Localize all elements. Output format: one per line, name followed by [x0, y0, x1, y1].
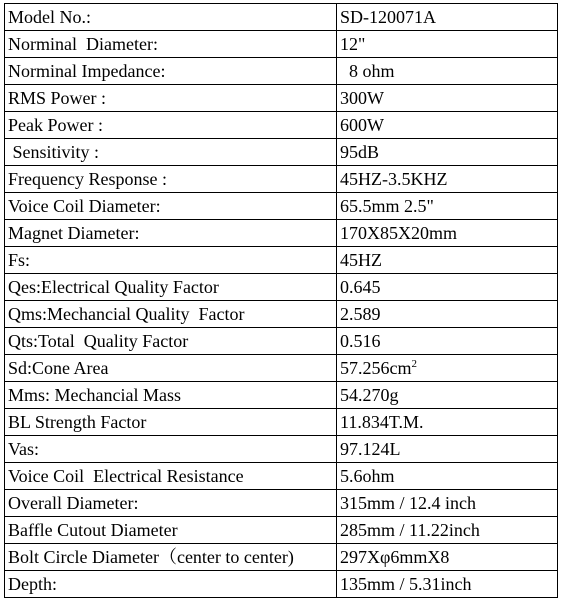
spec-value: 54.270g — [337, 382, 558, 409]
spec-value: SD-120071A — [337, 4, 558, 31]
spec-label: Norminal Impedance: — [5, 58, 337, 85]
spec-row — [5, 382, 558, 409]
spec-value: 11.834T.M. — [337, 409, 558, 436]
spec-label: Qms:Mechancial Quality Factor — [5, 301, 337, 328]
superscript-exponent: 2 — [411, 358, 417, 370]
spec-row — [5, 139, 558, 166]
spec-value: 95dB — [337, 139, 558, 166]
spec-row — [5, 328, 558, 355]
spec-value: 5.6ohm — [337, 463, 558, 490]
spec-row — [5, 4, 558, 31]
spec-value: 300W — [337, 85, 558, 112]
spec-label: Fs: — [5, 247, 337, 274]
spec-label: Sd:Cone Area — [5, 355, 337, 382]
spec-label: Qts:Total Quality Factor — [5, 328, 337, 355]
spec-row — [5, 274, 558, 301]
spec-label: Peak Power : — [5, 112, 337, 139]
spec-value: 170X85X20mm — [337, 220, 558, 247]
spec-label: Overall Diameter: — [5, 490, 337, 517]
spec-value: 0.516 — [337, 328, 558, 355]
spec-label: Qes:Electrical Quality Factor — [5, 274, 337, 301]
spec-value: 8 ohm — [337, 58, 558, 85]
spec-label: RMS Power : — [5, 85, 337, 112]
spec-row — [5, 166, 558, 193]
spec-value: 12" — [337, 31, 558, 58]
spec-label: Voice Coil Diameter: — [5, 193, 337, 220]
spec-label: Mms: Mechancial Mass — [5, 382, 337, 409]
spec-value: 0.645 — [337, 274, 558, 301]
spec-label: Bolt Circle Diameter（center to center) — [5, 544, 337, 571]
spec-row — [5, 85, 558, 112]
spec-row — [5, 544, 558, 571]
spec-value: 285mm / 11.22inch — [337, 517, 558, 544]
spec-row — [5, 463, 558, 490]
speaker-spec-table — [4, 3, 558, 598]
spec-label: Voice Coil Electrical Resistance — [5, 463, 337, 490]
spec-label: BL Strength Factor — [5, 409, 337, 436]
spec-label: Model No.: — [5, 4, 337, 31]
spec-value: 297Xφ6mmX8 — [337, 544, 558, 571]
spec-value: 45HZ-3.5KHZ — [337, 166, 558, 193]
spec-value-cell — [337, 355, 558, 382]
spec-row — [5, 517, 558, 544]
spec-row — [5, 355, 558, 382]
spec-label: Magnet Diameter: — [5, 220, 337, 247]
spec-row — [5, 193, 558, 220]
spec-value: 135mm / 5.31inch — [337, 571, 558, 598]
spec-value: 600W — [337, 112, 558, 139]
spec-label: Baffle Cutout Diameter — [5, 517, 337, 544]
spec-row — [5, 247, 558, 274]
spec-table-body — [5, 4, 558, 598]
spec-row — [5, 490, 558, 517]
spec-row — [5, 409, 558, 436]
spec-value: 45HZ — [337, 247, 558, 274]
spec-row — [5, 58, 558, 85]
spec-value: 57.256cm — [340, 358, 412, 378]
spec-row — [5, 31, 558, 58]
spec-row — [5, 571, 558, 598]
spec-value: 315mm / 12.4 inch — [337, 490, 558, 517]
spec-value: 2.589 — [337, 301, 558, 328]
spec-row — [5, 220, 558, 247]
spec-label: Vas: — [5, 436, 337, 463]
spec-label: Frequency Response : — [5, 166, 337, 193]
spec-row — [5, 301, 558, 328]
spec-row — [5, 112, 558, 139]
spec-label: Depth: — [5, 571, 337, 598]
spec-label: Norminal Diameter: — [5, 31, 337, 58]
spec-row — [5, 436, 558, 463]
spec-value: 97.124L — [337, 436, 558, 463]
spec-value: 65.5mm 2.5" — [337, 193, 558, 220]
spec-label: Sensitivity : — [5, 139, 337, 166]
